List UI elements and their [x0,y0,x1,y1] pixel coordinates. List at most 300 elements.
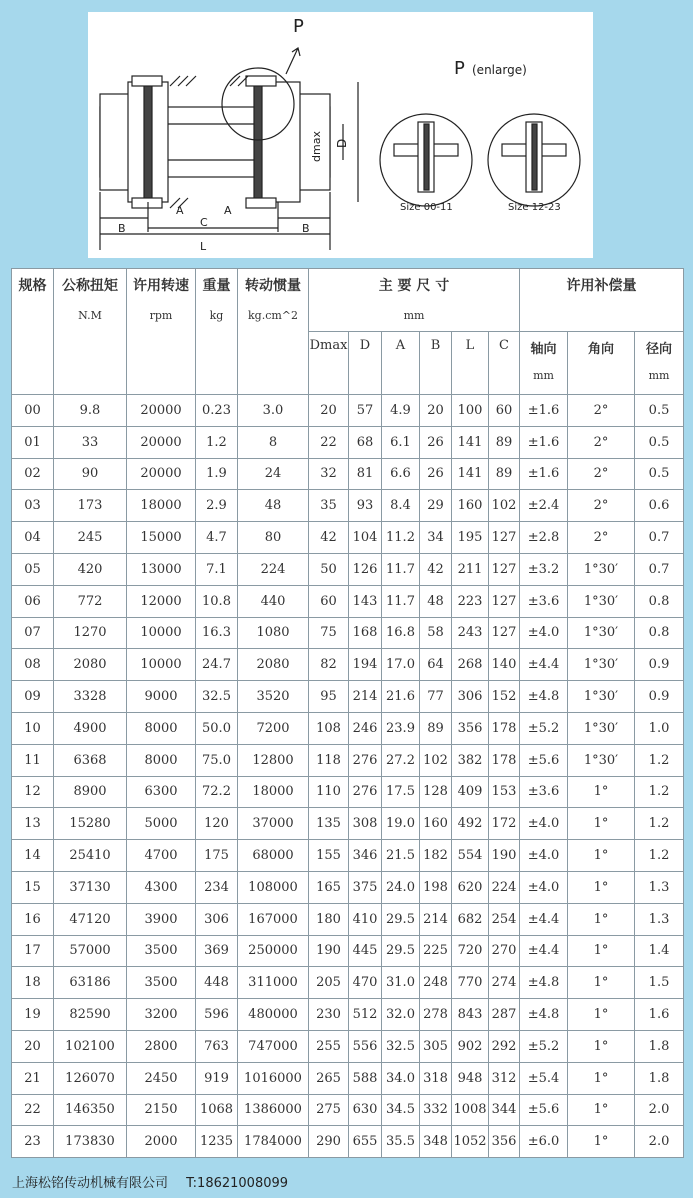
header-torque: 公称扭矩 N.M [54,269,127,395]
table-cell: 1°30′ [568,649,635,681]
table-cell: 225 [420,935,452,967]
table-cell: 843 [452,999,489,1031]
table-cell: 214 [349,681,382,713]
spec-table [11,268,684,1158]
table-cell: 32.5 [382,1030,420,1062]
table-cell: 20 [420,395,452,427]
table-cell: 00 [12,395,54,427]
label-b-right: B [302,222,310,235]
table-cell: 22 [12,1094,54,1126]
table-row [12,490,684,522]
table-cell: 8900 [54,776,127,808]
table-cell: 305 [420,1030,452,1062]
table-cell: 93 [349,490,382,522]
table-cell: 0.8 [635,617,684,649]
table-cell: 682 [452,903,489,935]
table-cell: 10000 [127,649,196,681]
table-cell: 29.5 [382,935,420,967]
table-cell: 198 [420,871,452,903]
table-cell: 26 [420,426,452,458]
table-cell: 2080 [54,649,127,681]
table-row [12,744,684,776]
table-cell: 23 [12,1126,54,1158]
table-cell: 141 [452,426,489,458]
table-cell: 20 [12,1030,54,1062]
table-cell: 80 [238,522,309,554]
table-cell: 07 [12,617,54,649]
table-cell: 11.7 [382,585,420,617]
label-b-left: B [118,222,126,235]
table-cell: 37130 [54,871,127,903]
table-cell: 346 [349,840,382,872]
table-cell: 19.0 [382,808,420,840]
table-cell: 274 [489,967,520,999]
table-cell: 05 [12,553,54,585]
table-cell: 72.2 [196,776,238,808]
table-cell: 344 [489,1094,520,1126]
table-cell: 254 [489,903,520,935]
table-cell: 248 [420,967,452,999]
table-cell: 0.7 [635,553,684,585]
table-cell: ±5.6 [520,744,568,776]
table-row [12,840,684,872]
table-cell: 375 [349,871,382,903]
table-cell: 265 [309,1062,349,1094]
table-cell: 89 [489,426,520,458]
table-cell: 1008 [452,1094,489,1126]
table-cell: ±4.0 [520,808,568,840]
table-cell: 03 [12,490,54,522]
table-cell: 27.2 [382,744,420,776]
header-dimensions: 主 要 尺 寸 mm [309,269,520,332]
table-row [12,1030,684,1062]
table-cell: 7.1 [196,553,238,585]
table-cell: 1080 [238,617,309,649]
table-cell: 63186 [54,967,127,999]
table-cell: 1784000 [238,1126,309,1158]
table-cell: 1.9 [196,458,238,490]
table-cell: 2450 [127,1062,196,1094]
table-cell: 9.8 [54,395,127,427]
table-cell: 3500 [127,967,196,999]
table-cell: 60 [309,585,349,617]
table-cell: 11 [12,744,54,776]
header-l: L [452,332,489,395]
header-inertia: 转动惯量 kg.cm^2 [238,269,309,395]
table-cell: 32.5 [196,681,238,713]
table-row [12,395,684,427]
table-cell: 588 [349,1062,382,1094]
table-cell: 19 [12,999,54,1031]
table-row [12,903,684,935]
table-cell: 35.5 [382,1126,420,1158]
table-row [12,808,684,840]
table-cell: 102 [489,490,520,522]
table-cell: 48 [420,585,452,617]
table-cell: 141 [452,458,489,490]
table-cell: 270 [489,935,520,967]
table-cell: 382 [452,744,489,776]
table-cell: 153 [489,776,520,808]
table-cell: ±5.2 [520,1030,568,1062]
table-cell: 332 [420,1094,452,1126]
table-cell: 102 [420,744,452,776]
table-cell: 58 [420,617,452,649]
table-cell: 1° [568,1062,635,1094]
table-cell: 2000 [127,1126,196,1158]
table-cell: 155 [309,840,349,872]
table-cell: 3520 [238,681,309,713]
table-cell: 224 [238,553,309,585]
header-radial: 径向 mm [635,332,684,395]
table-cell: 369 [196,935,238,967]
table-cell: 747000 [238,1030,309,1062]
table-cell: 34.5 [382,1094,420,1126]
header-angular: 角向 [568,332,635,395]
table-cell: 318 [420,1062,452,1094]
table-cell: 190 [309,935,349,967]
table-cell: 1068 [196,1094,238,1126]
table-cell: 0.5 [635,426,684,458]
table-row [12,1126,684,1158]
table-cell: 2° [568,522,635,554]
table-cell: 20000 [127,426,196,458]
header-dmax: Dmax [309,332,349,395]
table-row [12,458,684,490]
table-cell: ±4.8 [520,681,568,713]
table-cell: 04 [12,522,54,554]
table-cell: 556 [349,1030,382,1062]
table-cell: ±2.8 [520,522,568,554]
table-cell: 902 [452,1030,489,1062]
table-cell: 276 [349,744,382,776]
table-cell: 12000 [127,585,196,617]
table-cell: 21.5 [382,840,420,872]
table-cell: 182 [420,840,452,872]
table-cell: 410 [349,903,382,935]
table-cell: 356 [489,1126,520,1158]
table-cell: 167000 [238,903,309,935]
table-cell: 126070 [54,1062,127,1094]
table-cell: ±6.0 [520,1126,568,1158]
table-cell: 224 [489,871,520,903]
header-spec: 规格 [12,269,54,395]
table-cell: 4700 [127,840,196,872]
table-cell: 1.2 [635,840,684,872]
table-cell: 3.0 [238,395,309,427]
table-cell: 311000 [238,967,309,999]
table-cell: 1°30′ [568,712,635,744]
header-c: C [489,332,520,395]
header-a: A [382,332,420,395]
table-cell: 42 [309,522,349,554]
table-cell: ±4.4 [520,649,568,681]
table-cell: 57000 [54,935,127,967]
table-cell: 4.7 [196,522,238,554]
table-cell: 0.7 [635,522,684,554]
table-cell: 223 [452,585,489,617]
table-cell: 195 [452,522,489,554]
header-compensation: 许用补偿量 [520,269,684,332]
table-cell: 18000 [238,776,309,808]
table-cell: 630 [349,1094,382,1126]
table-cell: 2° [568,426,635,458]
table-cell: 2800 [127,1030,196,1062]
table-cell: 135 [309,808,349,840]
table-cell: 763 [196,1030,238,1062]
table-cell: 440 [238,585,309,617]
table-cell: 89 [420,712,452,744]
table-cell: 620 [452,871,489,903]
table-cell: 1° [568,935,635,967]
table-cell: 100 [452,395,489,427]
table-row [12,967,684,999]
table-row [12,649,684,681]
table-cell: 1°30′ [568,681,635,713]
table-cell: 82 [309,649,349,681]
phone-number: T:18621008099 [186,1176,289,1191]
table-cell: 140 [489,649,520,681]
table-cell: 292 [489,1030,520,1062]
table-cell: 16 [12,903,54,935]
table-cell: 6300 [127,776,196,808]
table-row [12,935,684,967]
table-cell: 512 [349,999,382,1031]
table-cell: 2.9 [196,490,238,522]
table-cell: 13000 [127,553,196,585]
coupling-drawing [88,12,593,258]
table-cell: 1° [568,967,635,999]
table-cell: 104 [349,522,382,554]
table-cell: 15000 [127,522,196,554]
table-cell: 2° [568,490,635,522]
table-cell: 2° [568,395,635,427]
table-cell: 3200 [127,999,196,1031]
table-cell: 118 [309,744,349,776]
table-cell: 68 [349,426,382,458]
table-row [12,712,684,744]
table-cell: 6368 [54,744,127,776]
label-c: C [200,216,208,229]
table-cell: 470 [349,967,382,999]
table-cell: 24 [238,458,309,490]
table-cell: 245 [54,522,127,554]
table-cell: 47120 [54,903,127,935]
table-cell: 0.5 [635,395,684,427]
table-cell: 08 [12,649,54,681]
table-cell: ±5.6 [520,1094,568,1126]
table-cell: 32.0 [382,999,420,1031]
label-enlarge: (enlarge) [472,63,527,77]
table-cell: 480000 [238,999,309,1031]
table-cell: 268 [452,649,489,681]
table-cell: 1386000 [238,1094,309,1126]
table-cell: 81 [349,458,382,490]
table-row [12,871,684,903]
table-cell: 246 [349,712,382,744]
table-cell: ±4.8 [520,967,568,999]
table-cell: 1.5 [635,967,684,999]
table-cell: 20000 [127,395,196,427]
table-cell: 16.3 [196,617,238,649]
table-cell: 57 [349,395,382,427]
table-cell: 1.8 [635,1030,684,1062]
table-cell: 348 [420,1126,452,1158]
table-cell: 24.7 [196,649,238,681]
table-cell: 243 [452,617,489,649]
table-cell: 31.0 [382,967,420,999]
table-cell: 29 [420,490,452,522]
table-cell: 1° [568,871,635,903]
table-cell: 26 [420,458,452,490]
table-cell: 168 [349,617,382,649]
table-cell: ±4.0 [520,871,568,903]
table-cell: ±2.4 [520,490,568,522]
table-cell: 64 [420,649,452,681]
table-cell: 37000 [238,808,309,840]
caption-large-size: Size 12-23 [508,202,561,213]
table-cell: 205 [309,967,349,999]
table-cell: ±4.0 [520,840,568,872]
table-cell: 420 [54,553,127,585]
table-cell: 173830 [54,1126,127,1158]
table-cell: 0.8 [635,585,684,617]
table-cell: 1.3 [635,871,684,903]
table-cell: 10 [12,712,54,744]
table-cell: 110 [309,776,349,808]
table-cell: 255 [309,1030,349,1062]
table-cell: 11.2 [382,522,420,554]
table-cell: 3328 [54,681,127,713]
table-cell: 276 [349,776,382,808]
label-p-enlarge: P [454,58,465,79]
table-cell: 1° [568,840,635,872]
footer [12,1172,302,1191]
table-cell: 1°30′ [568,553,635,585]
table-cell: 492 [452,808,489,840]
table-cell: 33 [54,426,127,458]
table-cell: 146350 [54,1094,127,1126]
table-cell: 1.2 [635,776,684,808]
table-cell: 20 [309,395,349,427]
table-cell: 306 [196,903,238,935]
table-cell: 230 [309,999,349,1031]
table-cell: 09 [12,681,54,713]
header-b: B [420,332,452,395]
table-cell: 108000 [238,871,309,903]
table-cell: 190 [489,840,520,872]
table-cell: 152 [489,681,520,713]
table-cell: 82590 [54,999,127,1031]
table-cell: 312 [489,1062,520,1094]
table-cell: 126 [349,553,382,585]
table-cell: 9000 [127,681,196,713]
header-axial: 轴向 mm [520,332,568,395]
table-cell: 172 [489,808,520,840]
label-dmax: dmax [310,131,323,162]
table-cell: ±4.8 [520,999,568,1031]
table-cell: 02 [12,458,54,490]
table-cell: 720 [452,935,489,967]
table-cell: ±4.4 [520,903,568,935]
table-cell: 1° [568,903,635,935]
table-cell: 25410 [54,840,127,872]
table-cell: 3900 [127,903,196,935]
spec-table-body [12,395,684,1158]
table-cell: 8 [238,426,309,458]
table-cell: 90 [54,458,127,490]
label-p: P [293,16,304,37]
table-cell: 10.8 [196,585,238,617]
table-cell: 1.8 [635,1062,684,1094]
table-cell: 34 [420,522,452,554]
table-cell: 173 [54,490,127,522]
table-row [12,617,684,649]
table-cell: 127 [489,585,520,617]
table-cell: 128 [420,776,452,808]
table-cell: 6.1 [382,426,420,458]
table-cell: 3500 [127,935,196,967]
table-row [12,1062,684,1094]
table-cell: 89 [489,458,520,490]
table-cell: 29.5 [382,903,420,935]
table-cell: 1.6 [635,999,684,1031]
table-cell: 160 [420,808,452,840]
table-cell: 278 [420,999,452,1031]
table-cell: 1° [568,999,635,1031]
table-cell: 108 [309,712,349,744]
table-cell: 308 [349,808,382,840]
table-cell: 2.0 [635,1126,684,1158]
table-cell: 127 [489,617,520,649]
table-row [12,999,684,1031]
table-cell: 06 [12,585,54,617]
table-cell: 35 [309,490,349,522]
table-cell: 1.3 [635,903,684,935]
label-a-left: A [176,204,184,217]
table-cell: 175 [196,840,238,872]
table-cell: 554 [452,840,489,872]
table-cell: 143 [349,585,382,617]
table-cell: 287 [489,999,520,1031]
table-row [12,681,684,713]
table-cell: 102100 [54,1030,127,1062]
table-cell: 22 [309,426,349,458]
table-cell: 01 [12,426,54,458]
table-cell: 23.9 [382,712,420,744]
header-d: D [349,332,382,395]
table-cell: 2° [568,458,635,490]
table-cell: 1.2 [196,426,238,458]
table-cell: 4900 [54,712,127,744]
table-cell: 21.6 [382,681,420,713]
table-cell: 10000 [127,617,196,649]
table-cell: 165 [309,871,349,903]
table-cell: 12800 [238,744,309,776]
table-cell: ±3.6 [520,585,568,617]
table-cell: 50 [309,553,349,585]
table-cell: 0.23 [196,395,238,427]
header-weight: 重量 kg [196,269,238,395]
table-cell: 4.9 [382,395,420,427]
table-cell: 17 [12,935,54,967]
table-cell: 12 [12,776,54,808]
table-cell: 1°30′ [568,744,635,776]
table-cell: 75 [309,617,349,649]
table-cell: 77 [420,681,452,713]
table-row [12,522,684,554]
table-cell: 211 [452,553,489,585]
